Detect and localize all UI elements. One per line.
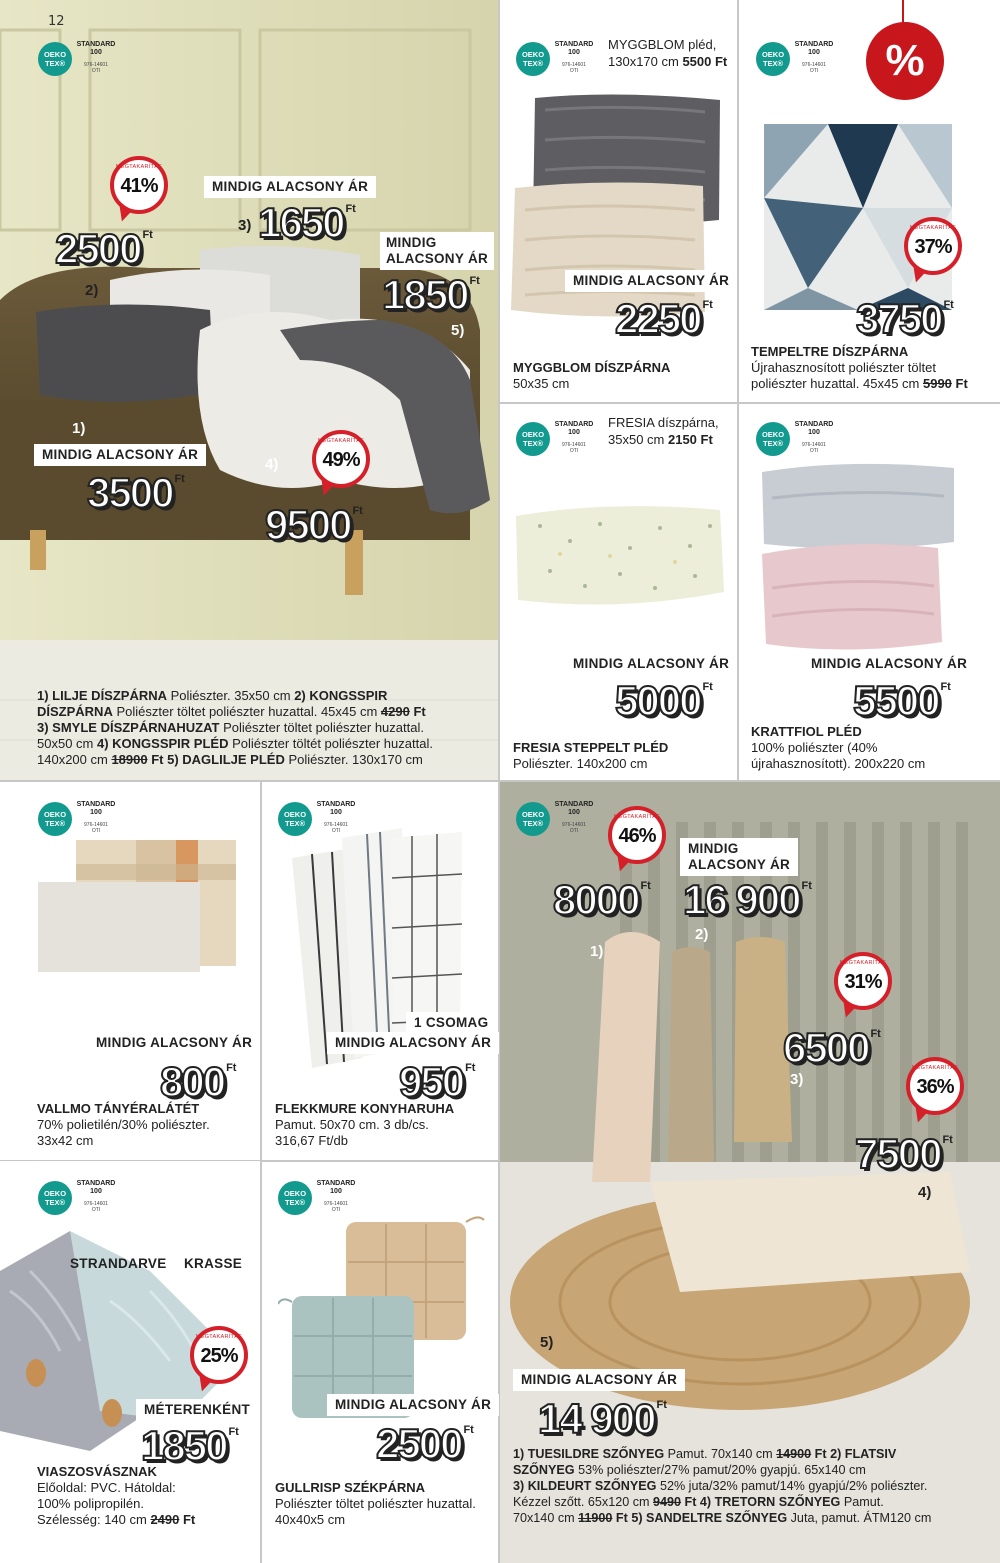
item-number-3: 3) bbox=[238, 217, 252, 234]
saving-bubble-36: MEGTAKARÍTÁS 36% bbox=[906, 1057, 964, 1115]
divider bbox=[260, 780, 262, 1563]
saving-bubble-49: MEGTAKARÍTÁS 49% bbox=[312, 430, 370, 488]
oeko-tex-badge: OEKO TEX® STANDARD 100 976-14601 OTI bbox=[276, 1177, 360, 1223]
sofa-scene-illustration bbox=[0, 0, 498, 780]
label-always-low-price: MINDIG ALACSONY ÁR bbox=[88, 1032, 260, 1054]
vallmo-description: VALLMO TÁNYÉRALÁTÉT 70% polietilén/30% poliészter. 33x42 cm bbox=[37, 1101, 210, 1148]
label-always-low-price: MINDIG ALACSONY ÁR bbox=[565, 653, 737, 675]
oeko-tex-logo-icon: OEKO TEX® bbox=[38, 802, 72, 836]
label-always-low-price-2: MINDIG ALACSONY ÁR bbox=[380, 232, 494, 270]
oeko-tex-logo-icon: OEKO TEX® bbox=[38, 42, 72, 76]
myggblom-throw-note: MYGGBLOM pléd, 130x170 cm 5500 Ft bbox=[608, 37, 728, 69]
label-always-low-price: MINDIG ALACSONY ÁR bbox=[803, 653, 975, 675]
divider bbox=[498, 402, 1000, 404]
divider bbox=[737, 0, 739, 780]
item-number-4: 4) bbox=[265, 456, 279, 473]
fresia-price: 5000 $^{Ft}$ bbox=[615, 677, 713, 724]
fresia-quilt-image bbox=[510, 496, 730, 616]
divider bbox=[498, 0, 500, 780]
fresia-description: FRESIA STEPPELT PLÉD Poliészter. 140x200 cm bbox=[513, 740, 669, 771]
page-number: 12 bbox=[48, 14, 65, 29]
pack-label: 1 CSOMAG bbox=[406, 1012, 496, 1034]
rug-price-8000: 8000 $^{Ft}$ bbox=[553, 876, 651, 923]
oeko-tex-logo-icon: OEKO TEX® bbox=[278, 1181, 312, 1215]
myggblom-price: 2250 $^{Ft}$ bbox=[615, 295, 713, 342]
saving-bubble-31: MEGTAKARÍTÁS 31% bbox=[834, 952, 892, 1010]
rug-price-7500: 7500 $^{Ft}$ bbox=[855, 1130, 953, 1177]
oeko-tex-badge: OEKO TEX® STANDARD 100 976-14601 OTI bbox=[514, 418, 598, 464]
krattfiol-description: KRATTFIOL PLÉD 100% poliészter (40% újrahasznosított). 200x220 cm bbox=[751, 724, 926, 771]
oeko-tex-badge: OEKO TEX® STANDARD 100 976-14601 OTI bbox=[36, 38, 120, 84]
oeko-tex-logo-icon: OEKO TEX® bbox=[756, 422, 790, 456]
rug-price-16900: 16 900 $^{Ft}$ bbox=[683, 876, 812, 923]
label-always-low-price-3: MINDIG ALACSONY ÁR bbox=[34, 444, 206, 466]
oeko-tex-badge: OEKO TEX® STANDARD 100 976-14601 OTI bbox=[276, 798, 360, 844]
rug-number-3: 3) bbox=[790, 1071, 804, 1088]
item-number-2: 2) bbox=[85, 282, 99, 299]
discount-tag-icon: % bbox=[866, 22, 944, 100]
oilcloth-price: 1850 $^{Ft}$ bbox=[141, 1422, 239, 1469]
label-always-low-price: MINDIG ALACSONY ÁR bbox=[680, 838, 798, 876]
oeko-tex-badge: OEKO TEX® STANDARD 100 976-14601 OTI bbox=[36, 1177, 120, 1223]
oeko-tex-badge: OEKO TEX® STANDARD 100 976-14601 OTI bbox=[754, 418, 838, 464]
variant-label-krasse: KRASSE bbox=[184, 1256, 243, 1271]
hero-description: 1) LILJE DÍSZPÁRNA Poliészter. 35x50 cm 2) KONGSSPIR DÍSZPÁRNA Poliészter töltet poliészter huzattal. 45x45 cm 4290 Ft 3) SMYLE DÍSZPÁRNAHUZAT Poliészter töltet poliészter huzattal. 50x50 cm 4) KONGSSPIR PLÉD Poliészter töltét poliészter huzattal. 140x200 cm 18900 Ft 5) DAGLILJE PLÉD Poliészter. 130x170 cm bbox=[37, 688, 433, 767]
label-always-low-price: MINDIG ALACSONY ÁR bbox=[513, 1369, 685, 1391]
flekkmure-price: 950 $^{Ft}$ bbox=[399, 1058, 476, 1105]
oilcloth-description: VIASZOSVÁSZNAK Előoldal: PVC. Hátoldal: 100% polipropilén. Szélesség: 140 cm 2490 Ft bbox=[37, 1464, 196, 1527]
gullrisp-description: GULLRISP SZÉKPÁRNA Poliészter töltet poliészter huzattal. 40x40x5 cm bbox=[275, 1480, 476, 1527]
vallmo-price: 800 $^{Ft}$ bbox=[160, 1058, 237, 1105]
tempeltre-price: 3750 $^{Ft}$ bbox=[856, 295, 954, 342]
rug-price-6500: 6500 $^{Ft}$ bbox=[783, 1024, 881, 1071]
variant-label-strandarve: STRANDARVE bbox=[70, 1256, 167, 1271]
rug-number-5: 5) bbox=[540, 1334, 554, 1351]
label-always-low-price: MINDIG ALACSONY ÁR bbox=[327, 1394, 499, 1416]
gullrisp-price: 2500 $^{Ft}$ bbox=[376, 1420, 474, 1467]
myggblom-description: MYGGBLOM DÍSZPÁRNA 50x35 cm bbox=[513, 360, 671, 391]
vallmo-placemats-image bbox=[36, 840, 242, 972]
rug-number-4: 4) bbox=[918, 1184, 932, 1201]
oeko-tex-logo-icon: OEKO TEX® bbox=[756, 42, 790, 76]
saving-bubble-41: MEGTAKARÍTÁS 41% bbox=[110, 156, 168, 214]
saving-bubble-37: MEGTAKARÍTÁS 37% bbox=[904, 217, 962, 275]
oeko-tex-logo-icon: OEKO TEX® bbox=[38, 1181, 72, 1215]
label-always-low-price: MINDIG ALACSONY ÁR bbox=[327, 1032, 499, 1054]
rug-number-2: 2) bbox=[695, 926, 709, 943]
price-1850: 1850 $^{Ft}$ bbox=[382, 271, 480, 318]
rugs-description: 1) TUESILDRE SZŐNYEG Pamut. 70x140 cm 14900 Ft 2) FLATSIV SZŐNYEG 53% poliészter/27% pamut/20% gyapjú. 65x140 cm 3) KILDEURT SZŐNYEG 52% juta/32% pamut/14% gyapjú/2% poliészter. Kézzel szőtt. 65x120 cm 9490 Ft 4) TRETORN SZŐNYEG Pamut. 70x140 cm 11900 Ft 5) SANDELTRE SZŐNYEG Juta, pamut. ÁTM120 cm bbox=[513, 1447, 932, 1525]
krattfiol-price: 5500 $^{Ft}$ bbox=[853, 677, 951, 724]
tag-string bbox=[902, 0, 904, 24]
tempeltre-description: TEMPELTRE DÍSZPÁRNA Újrahasznosított poliészter töltet poliészter huzattal. 45x45 cm 5990 Ft bbox=[751, 344, 968, 391]
saving-bubble-46: MEGTAKARÍTÁS 46% bbox=[608, 806, 666, 864]
oeko-tex-logo-icon: OEKO TEX® bbox=[516, 422, 550, 456]
krattfiol-blankets-image bbox=[758, 458, 958, 658]
oeko-tex-badge: OEKO TEX® STANDARD 100 976-14601 OTI bbox=[514, 38, 598, 84]
price-1650: 1650 $^{Ft}$ bbox=[258, 199, 356, 246]
rug-number-1: 1) bbox=[590, 943, 604, 960]
saving-bubble-25: MEGTAKARÍTÁS 25% bbox=[190, 1326, 248, 1384]
rug-price-14900: 14 900 $^{Ft}$ bbox=[538, 1395, 667, 1442]
item-number-1: 1) bbox=[72, 420, 86, 437]
item-number-5: 5) bbox=[451, 322, 465, 339]
per-meter-label: MÉTERENKÉNT bbox=[136, 1399, 258, 1421]
hero-photo-sofa bbox=[0, 0, 498, 780]
oeko-tex-logo-icon: OEKO TEX® bbox=[516, 802, 550, 836]
oeko-tex-logo-icon: OEKO TEX® bbox=[278, 802, 312, 836]
oeko-tex-logo-icon: OEKO TEX® bbox=[516, 42, 550, 76]
fresia-cushion-note: FRESIA díszpárna, 35x50 cm 2150 Ft bbox=[608, 415, 719, 447]
oeko-tex-badge: OEKO TEX® STANDARD 100 976-14601 OTI bbox=[754, 38, 838, 84]
price-2500: 2500 $^{Ft}$ bbox=[55, 225, 153, 272]
label-always-low-price: MINDIG ALACSONY ÁR bbox=[565, 270, 737, 292]
label-always-low-price: MINDIG ALACSONY ÁR bbox=[204, 176, 376, 198]
oeko-tex-badge: OEKO TEX® STANDARD 100 976-14601 OTI bbox=[36, 798, 120, 844]
price-9500: 9500 $^{Ft}$ bbox=[265, 501, 363, 548]
flekkmure-description: FLEKKMURE KONYHARUHA Pamut. 50x70 cm. 3 db/cs. 316,67 Ft/db bbox=[275, 1101, 455, 1148]
price-3500: 3500 $^{Ft}$ bbox=[87, 469, 185, 516]
oeko-tex-badge: OEKO TEX® STANDARD 100 976-14601 OTI bbox=[514, 798, 598, 844]
